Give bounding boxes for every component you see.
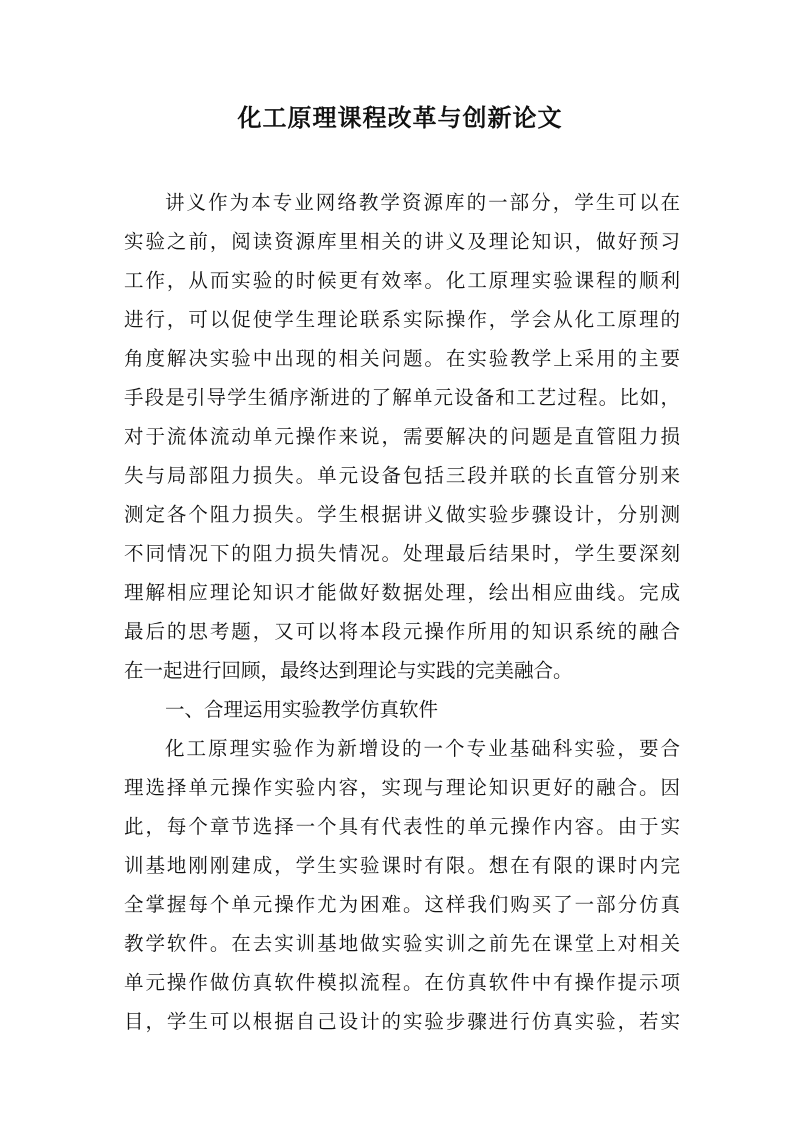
text-line: 角度解决实验中出现的相关问题。在实验教学上采用的主要 xyxy=(124,347,680,370)
text-line: 化工原理实验作为新增设的一个专业基础科实验，要合 xyxy=(165,737,680,760)
document-body xyxy=(124,183,680,1041)
text-line: 训基地刚刚建成，学生实验课时有限。想在有限的课时内完 xyxy=(124,854,680,877)
text-line: 失与局部阻力损失。单元设备包括三段并联的长直管分别来 xyxy=(124,464,680,487)
text-line: 理解相应理论知识才能做好数据处理，绘出相应曲线。完成 xyxy=(124,581,680,604)
text-line: 理选择单元操作实验内容，实现与理论知识更好的融合。因 xyxy=(124,776,680,799)
text-line: 进行，可以促使学生理论联系实际操作，学会从化工原理的 xyxy=(124,308,680,331)
text-line: 在一起进行回顾，最终达到理论与实践的完美融合。 xyxy=(124,659,573,682)
text-line: 教学软件。在去实训基地做实验实训之前先在课堂上对相关 xyxy=(124,932,680,955)
text-line: 测定各个阻力损失。学生根据讲义做实验步骤设计，分别测 xyxy=(124,503,680,526)
text-line: 最后的思考题，又可以将本段元操作所用的知识系统的融合 xyxy=(124,620,680,643)
text-line: 实验之前，阅读资源库里相关的讲义及理论知识，做好预习 xyxy=(124,230,680,253)
text-line: 讲义作为本专业网络教学资源库的一部分，学生可以在 xyxy=(165,191,680,214)
text-line: 全掌握每个单元操作尤为困难。这样我们购买了一部分仿真 xyxy=(124,893,680,916)
text-line: 目，学生可以根据自己设计的实验步骤进行仿真实验，若实 xyxy=(124,1010,680,1033)
text-line: 不同情况下的阻力损失情况。处理最后结果时，学生要深刻 xyxy=(124,542,680,565)
text-line: 对于流体流动单元操作来说，需要解决的问题是直管阻力损 xyxy=(124,425,680,448)
text-line: 手段是引导学生循序渐进的了解单元设备和工艺过程。比如， xyxy=(124,386,680,409)
text-line: 单元操作做仿真软件模拟流程。在仿真软件中有操作提示项 xyxy=(124,971,680,994)
document-title: 化工原理课程改革与创新论文 xyxy=(237,103,563,132)
section-heading: 一、合理运用实验教学仿真软件 xyxy=(165,698,439,721)
text-line: 工作，从而实验的时候更有效率。化工原理实验课程的顺利 xyxy=(124,269,680,292)
text-line: 此，每个章节选择一个具有代表性的单元操作内容。由于实 xyxy=(124,815,680,838)
